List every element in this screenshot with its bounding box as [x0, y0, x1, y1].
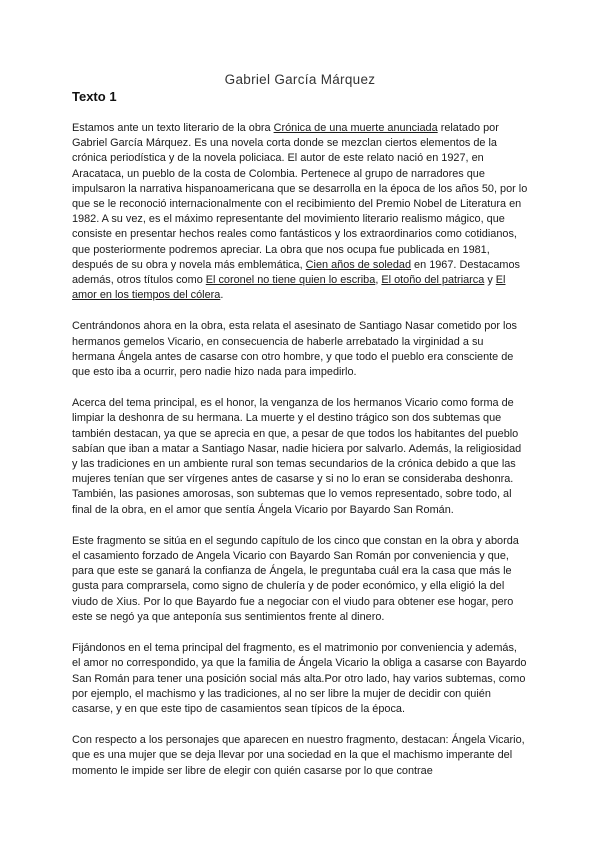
paragraph-fragment: Este fragmento se sitúa en el segundo capítulo de los cinco que constan en la obra y aborda el casamiento forzado de Angela Vicario con Bayardo San Román por conveniencia y que, para que este se ganará la confianza de Ángela, le preguntaba cuál era la casa que más le gusta para comprarsela, como signo de chulería y de poder económico, y ella eligió la del viudo de Xius. Por lo que Bayardo fue a negociar con el viudo para obtener ese hogar, pero este se negó ya que anteponía sus sentimientos frente al dinero. [72, 534, 519, 623]
book-title-cronica: Crónica de una muerte anunciada [273, 122, 438, 134]
book-title-amor: El amor en los tiempos del cólera [72, 274, 506, 302]
paragraph-theme: Acerca del tema principal, es el honor, la venganza de los hermanos Vicario como forma de limpiar la deshonra de su hermana. La muerte y el destino trágico son dos subtemas que también destacan, ya que se aprecia en que, a pesar de que todos los habitantes del pueblo sabían que iban a matar a Santiago Nasar, nadie hiciera por salvarlo. Además, la religiosidad y las tradiciones en un ambiente rural son temas secundarios de la crónica debido a que las mujeres tenían que ser vírgenes antes de casarse y si no lo eran se consideraba deshonra. También, las pasiones amorosas, son subtemas que lo vemos representado, sobre todo, al final de la obra, en el amor que sentía Ángela Vicario por Bayardo San Román. [72, 397, 522, 516]
intro-text-1: Estamos ante un texto literario de la obra [72, 122, 274, 134]
intro-text-4: , [375, 274, 382, 287]
document-title: Gabriel García Márquez [224, 72, 376, 87]
paragraph-characters: Con respecto a los personajes que aparecen en nuestro fragmento, destacan: Ángela Vicario, que es una mujer que se deja llevar por una sociedad en la que el machismo imperante del momento le impide ser libre de elegir con quién casarse por lo que contrae [72, 734, 525, 777]
section-heading: Texto 1 [72, 89, 117, 104]
intro-text-5: y [484, 274, 496, 287]
document-body [72, 121, 528, 795]
paragraph-intro [72, 121, 528, 303]
intro-text-2: relatado por Gabriel García Márquez. Es una novela corta donde se mezclan ciertos elementos de la crónica periodística y de la novela policiaca. El autor de este relato nació en 1927, en Aracataca, un pueblo de la costa de Colombia. Pertenece al grupo de narradores que impulsaron la narrativa hispanoamericana que se desarrolla en la época de los años 50, por lo que se le reconoció internacionalmente con el recibimiento del Premio Nobel de Literatura en 1982. A su vez, es el máximo representante del movimiento literario realismo mágico, que consiste en presentar hechos reales como fantásticos y los extraordinarios como cotidianos, que posteriormente podremos apreciar. La obra que nos ocupa fue publicada en 1981, después de su obra y novela más emblemática, [72, 122, 528, 271]
intro-text-6: . [220, 289, 224, 302]
paragraph-plot: Centrándonos ahora en la obra, esta relata el asesinato de Santiago Nasar cometido por los hermanos gemelos Vicario, en consecuencia de haberle arrebatado la virginidad a su hermana Ángela antes de casarse con otro hombre, y que todo el pueblo era consciente de que esto iba a ocurrir, pero nadie hizo nada para impedirlo. [72, 320, 517, 379]
book-title-cien-anos: Cien años de soledad [305, 258, 412, 271]
book-title-otono: El otoño del patriarca [381, 274, 485, 287]
intro-text-3: en 1967. Destacamos además, otros títulos como [72, 258, 521, 287]
paragraph-fragment-theme: Fijándonos en el tema principal del fragmento, es el matrimonio por conveniencia y además, el amor no correspondido, ya que la familia de Ángela Vicario la obliga a casarse con Bayardo San Román para tener una posición social más alta.Por otro lado, hay varios subtemas, como por ejemplo, el machismo y las tradiciones, al no ser libre la mujer de decidir con quién casarse, y en que este tipo de casamientos sean típicos de la época. [72, 642, 527, 715]
book-title-coronel: El coronel no tiene quien lo escriba [205, 274, 376, 287]
